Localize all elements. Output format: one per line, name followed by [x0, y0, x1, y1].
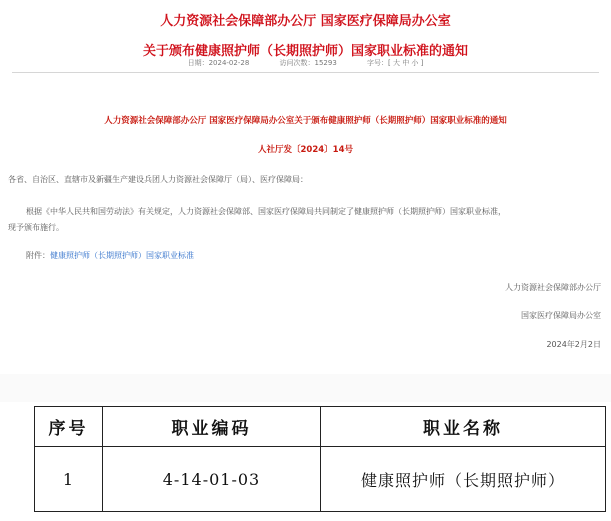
attachment — [26, 250, 194, 261]
body-line-2: 现予颁布施行。 — [8, 223, 64, 232]
body-line-1: 根据《中华人民共和国劳动法》有关规定，人力资源社会保障部、国家医疗保障局共同制定了健康照护师（长期照护师）国家职业标准， — [26, 207, 506, 216]
meta-date: 日期：2024-02-28 — [187, 59, 250, 67]
meta-visits: 访问次数：15293 — [279, 59, 337, 67]
table-row — [35, 447, 606, 512]
col-header-name: 职业名称 — [321, 407, 606, 447]
col-header-code: 职业编码 — [103, 407, 321, 447]
col-header-index: 序号 — [35, 407, 103, 447]
font-size-control[interactable]: 字号：[ 大 中 小 ] — [367, 59, 424, 67]
divider — [12, 72, 599, 73]
attachment-link[interactable]: 健康照护师（长期照护师）国家职业标准 — [50, 251, 194, 260]
meta-bar — [0, 58, 611, 68]
table-header-row — [35, 407, 606, 447]
cell-index: 1 — [35, 447, 103, 512]
header-title: 关于颁布健康照护师（长期照护师）国家职业标准的通知 — [142, 44, 468, 59]
doc-number: 人社厅发〔2024〕14号 — [258, 145, 353, 155]
occupation-table — [34, 406, 606, 512]
addressee: 各省、自治区、直辖市及新疆生产建设兵团人力资源社会保障厅（局）、医疗保障局： — [8, 175, 308, 184]
signer-1: 人力资源社会保障部办公厅 — [505, 283, 601, 292]
cell-name: 健康照护师（长期照护师） — [321, 447, 606, 512]
cell-code: 4-14-01-03 — [103, 447, 321, 512]
section-gap — [0, 374, 611, 402]
signer-2: 国家医疗保障局办公室 — [521, 311, 601, 320]
sign-date: 2024年2月2日 — [546, 340, 601, 349]
notice-title: 人力资源社会保障部办公厅 国家医疗保障局办公室关于颁布健康照护师（长期照护师）国家职业标准的通知 — [104, 116, 507, 126]
attachment-label: 附件： — [26, 251, 50, 260]
header-issuers: 人力资源社会保障部办公厅 国家医疗保障局办公室 — [160, 14, 451, 29]
